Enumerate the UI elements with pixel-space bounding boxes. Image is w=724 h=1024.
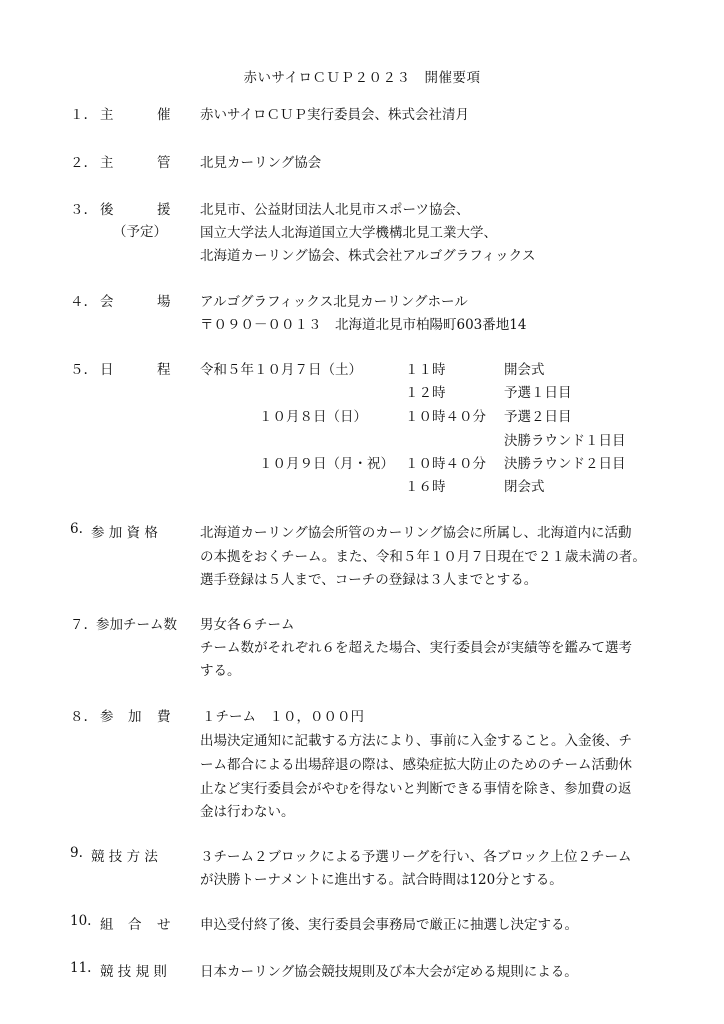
section-8-line-5: 金は行わない。 [200,804,295,820]
schedule-event: 閉会式 [504,479,545,495]
schedule-event: 予選１日目 [504,385,572,401]
section-4-venue-name: アルゴグラフィックス北見カーリングホール [200,294,468,310]
section-1-label-char-1: 主 [100,107,114,123]
section-7-line-3: する。 [200,663,241,679]
section-2-number: ２. [70,155,88,171]
section-11-text: 日本カーリング協会競技規則及び本大会が定める規則による。 [200,964,578,980]
schedule-date-day-3: １０月９日（月・祝） [259,456,394,472]
section-10-number: 10. [70,913,92,929]
section-8-fee: １チーム １０，０００円 [202,709,364,725]
section-7-number: ７. [70,617,88,633]
section-3-label-char-1: 後 [100,202,114,218]
section-9-line-2: が決勝トーナメントに進出する。試合時間は120分とする。 [200,872,563,888]
section-8-number: ８. [70,709,88,725]
section-9-number: 9. [70,845,83,861]
section-3-number: ３. [70,202,88,218]
section-1-label-char-2: 催 [157,107,171,123]
section-1-text: 赤いサイロＣＵＰ実行委員会、株式会社清月 [200,107,470,123]
section-10-label-char-1: 組 [100,917,114,933]
section-1-number: １. [70,107,88,123]
section-8-line-3: ーム都合による出場辞退の際は、感染症拡大防止のためのチーム活動休 [200,757,632,773]
section-3-line-2: 国立大学法人北海道国立大学機構北見工業大学、 [200,225,497,241]
section-10-text: 申込受付終了後、実行委員会事務局で厳正に抽選し決定する。 [200,917,578,933]
section-2-label-char-2: 管 [157,155,171,171]
section-10-label-char-3: せ [157,917,171,933]
section-3-line-3: 北海道カーリング協会、株式会社アルゴグラフィックス [200,248,536,264]
section-7-label: 参加チーム数 [96,617,177,633]
section-11-label: 競 技 規 則 [100,964,167,980]
schedule-time: １１時 [405,362,446,378]
section-2-text: 北見カーリング協会 [200,155,322,171]
schedule-event: 開会式 [504,362,545,378]
schedule-event: 決勝ラウンド２日目 [504,456,626,472]
schedule-time: １０時４０分 [405,456,486,472]
section-4-number: ４. [70,294,88,310]
schedule-time: １２時 [405,385,446,401]
section-2-label-char-1: 主 [100,155,114,171]
section-7-line-1: 男女各６チーム [200,617,295,633]
schedule-time: １６時 [405,479,446,495]
section-8-label-char-2: 加 [128,709,142,725]
section-5-number: ５. [70,362,88,378]
section-7-line-2: チーム数がそれぞれ６を超えた場合、実行委員会が実績等を鑑みて選考 [200,640,632,656]
section-4-label-char-2: 場 [157,294,171,310]
section-8-label-char-3: 費 [157,709,171,725]
section-6-line-3: 選手登録は５人まで、コーチの登録は３人までとする。 [200,572,538,588]
section-11-number: 11. [70,960,92,976]
section-9-line-1: ３チーム２ブロックによる予選リーグを行い、各ブロック上位２チーム [200,849,632,865]
section-8-line-2: 出場決定通知に記載する方法により、事前に入金すること。入金後、チ [200,733,632,749]
section-5-label-char-1: 日 [100,362,114,378]
section-9-label: 競 技 方 法 [91,849,158,865]
section-4-label-char-1: 会 [100,294,114,310]
section-6-number: 6. [70,521,83,537]
section-6-line-2: の本拠をおくチーム。また、令和５年１０月７日現在で２１歳未満の者。 [200,549,646,565]
section-6-line-1: 北海道カーリング協会所管のカーリング協会に所属し、北海道内に活動 [200,525,632,541]
section-3-label-char-2: 援 [157,202,171,218]
section-4-venue-address: 〒０９０－００１３ 北海道北見市柏陽町603番地14 [200,317,527,333]
section-6-label: 参 加 資 格 [91,525,158,541]
section-5-label-char-2: 程 [157,362,171,378]
schedule-event: 決勝ラウンド１日目 [504,433,626,449]
schedule-date-day-1: 令和５年１０月７日（土） [200,362,362,378]
schedule-time: １０時４０分 [405,409,486,425]
schedule-date-day-2: １０月８日（日） [259,409,367,425]
section-10-label-char-2: 合 [128,917,142,933]
section-3-tentative-note: （予定） [113,224,167,240]
document-title: 赤いサイロＣＵＰ２０２３ 開催要項 [243,70,481,86]
section-8-line-4: 止など実行委員会がやむを得ないと判断できる事情を除き、参加費の返 [200,781,632,797]
schedule-event: 予選２日目 [504,409,572,425]
section-8-label-char-1: 参 [100,709,114,725]
section-3-line-1: 北見市、公益財団法人北見市スポーツ協会、 [200,202,470,218]
